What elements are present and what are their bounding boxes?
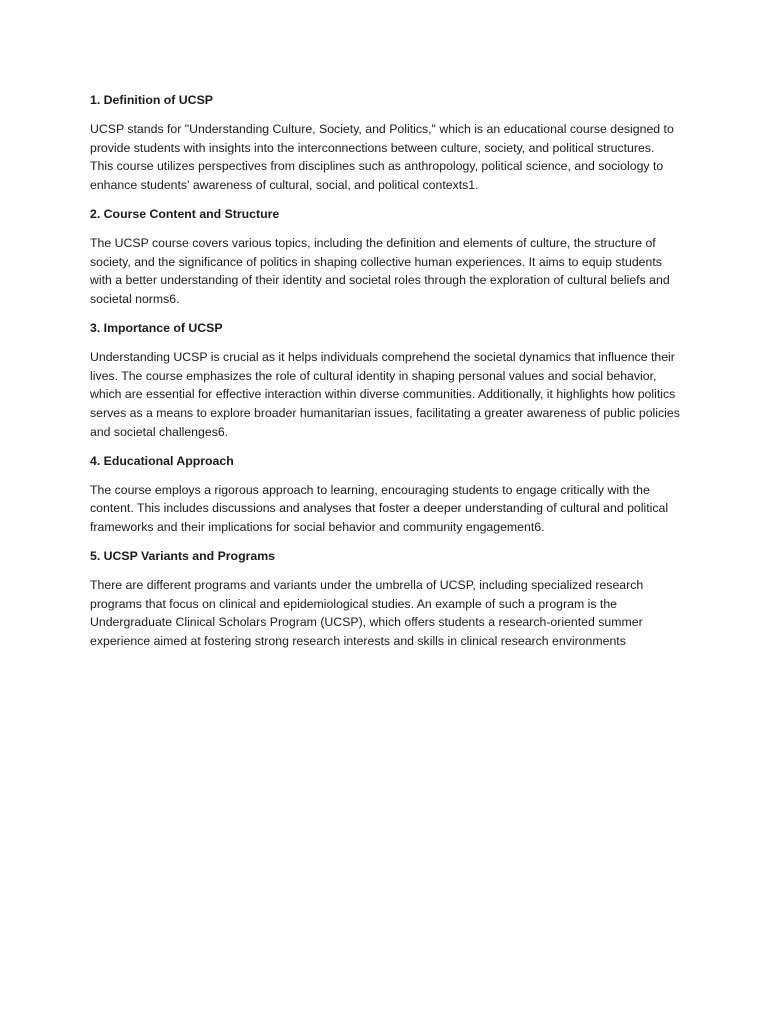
section-paragraph: There are different programs and variants under the umbrella of UCSP, including specialized research programs that focus on clinical and epidemiological studies. An example of such a program is the Undergraduate Clinical Scholars Program (UCSP), which offers students a research-oriented summer experience aimed at fostering strong research interests and skills in clinical research environments — [90, 577, 644, 649]
section-paragraph: UCSP stands for "Understanding Culture, Society, and Politics," which is an educational course designed to provide students with insights into the interconnections between culture, society, and political structures. This course utilizes perspectives from disciplines such as anthropology, political science, and sociology to enhance students' awareness of cultural, social, and political contexts1. — [90, 121, 674, 193]
section-paragraph: The course employs a rigorous approach to learning, encouraging students to engage critically with the content. This includes discussions and analyses that foster a deeper understanding of cultural and political frameworks and their implications for social behavior and community engagement6. — [90, 482, 669, 535]
section-heading: 3. Importance of UCSP — [90, 320, 223, 335]
section-importance — [90, 319, 680, 442]
section-paragraph: Understanding UCSP is crucial as it helps individuals comprehend the societal dynamics that influence their lives. The course emphasizes the role of cultural identity in shaping personal values and social behavior, which are essential for effective interaction within diverse communities. Additionally, it highlights how politics serves as a means to explore broader humanitarian issues, facilitating a greater awareness of public policies and societal challenges6. — [90, 349, 680, 439]
section-heading: 5. UCSP Variants and Programs — [90, 548, 275, 563]
section-course-content — [90, 205, 680, 309]
section-heading: 4. Educational Approach — [90, 453, 234, 468]
section-definition — [90, 91, 680, 195]
section-paragraph: The UCSP course covers various topics, including the definition and elements of culture, the structure of society, and the significance of politics in shaping collective human experiences. It aims to equip students with a better understanding of their identity and societal roles through the exploration of cultural beliefs and societal norms6. — [90, 235, 670, 307]
document-body — [90, 91, 680, 661]
section-educational-approach — [90, 452, 680, 537]
section-heading: 1. Definition of UCSP — [90, 93, 213, 107]
section-variants-programs — [90, 547, 680, 651]
section-heading: 2. Course Content and Structure — [90, 206, 280, 221]
